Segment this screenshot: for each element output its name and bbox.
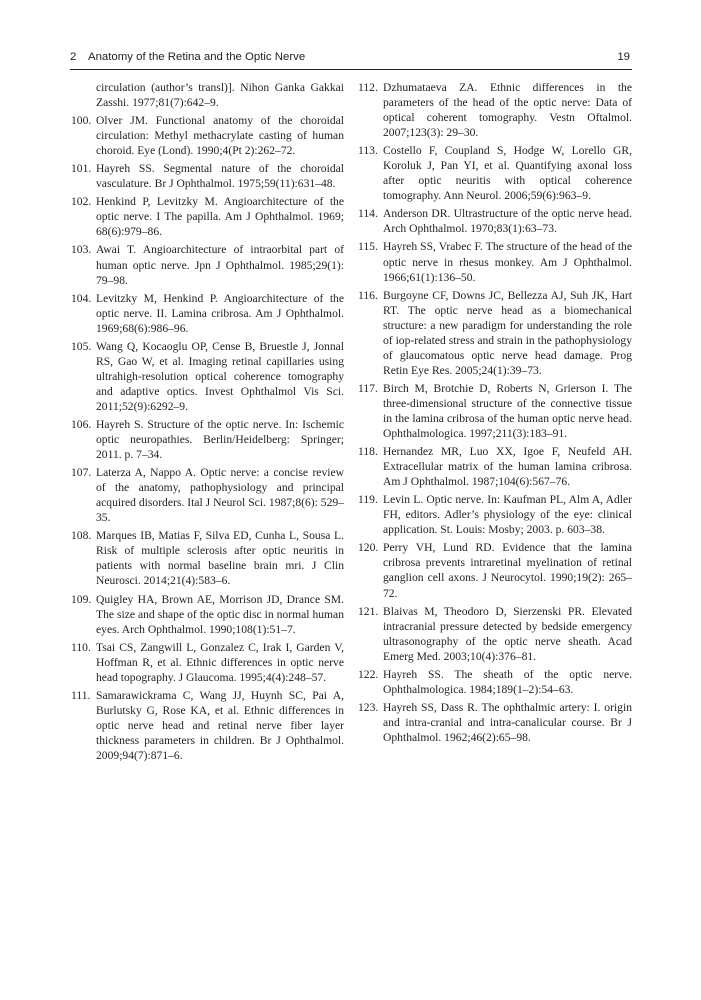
reference-number: 117. (358, 381, 378, 395)
reference-entry (71, 242, 344, 287)
reference-number: 100. (71, 114, 92, 128)
reference-text: Quigley HA, Brown AE, Morrison JD, Drance SM. The size and shape of the optic disc in normal human eyes. Arch Ophthalmol. 1990;108(1):51–7. (96, 592, 344, 636)
reference-entry (358, 700, 632, 745)
reference-entry (71, 528, 344, 588)
reference-number: 122. (358, 667, 379, 681)
reference-text: Tsai CS, Zangwill L, Gonzalez C, Irak I, Garden V, Hoffman R, et al. Ethnic differences in optic nerve head topography. J Glaucoma. 1995;4(4):248–57. (96, 640, 344, 684)
reference-entry (358, 381, 632, 441)
reference-entry (358, 604, 632, 664)
reference-number: 107. (71, 466, 92, 480)
reference-entry (71, 161, 344, 191)
reference-text: circulation (author’s transl)]. Nihon Ganka Gakkai Zasshi. 1977;81(7):642–9. (96, 81, 344, 110)
reference-number: 119. (358, 493, 378, 507)
reference-text: Birch M, Brotchie D, Roberts N, Grierson I. The three-dimensional structure of the connective tissue in the lamina cribrosa of the human optic nerve head. Ophthalmologica. 1997;211(3):183–91. (383, 381, 632, 441)
reference-text: Blaivas M, Theodoro D, Sierzenski PR. Elevated intracranial pressure detected by bedside emergency ultrasonography of the optic nerve sheath. Acad Emerg Med. 2003;10(4):376–81. (383, 604, 632, 663)
reference-text: Hayreh SS. Segmental nature of the choroidal vasculature. Br J Ophthalmol. 1975;59(11):631–48. (96, 162, 344, 191)
reference-number: 112. (358, 81, 378, 94)
reference-text: Costello F, Coupland S, Hodge W, Lorello GR, Koroluk J, Pan YI, et al. Quantifying axonal loss after optic neuritis with optical coherence tomography. Ann Neurol. 2006;59(6):963–9. (383, 144, 632, 203)
reference-text: Hayreh S. Structure of the optic nerve. In: Ischemic optic neuropathies. Berlin/Heidelberg: Springer; 2011. p. 7–34. (96, 417, 344, 462)
reference-text: Levitzky M, Henkind P. Angioarchitecture of the optic nerve. II. Lamina cribrosa. Am J Ophthalmol. 1969;68(6):986–96. (96, 291, 344, 335)
reference-text: Olver JM. Functional anatomy of the choroidal circulation: Methyl methacrylate casting of human choroid. Eye (Lond). 1990;4(Pt 2):262–72. (96, 114, 344, 158)
reference-entry (71, 640, 344, 685)
reference-text: Hayreh SS. The sheath of the optic nerve. Ophthalmologica. 1984;189(1–2):54–63. (383, 667, 632, 696)
reference-entry (358, 492, 632, 537)
reference-entry (71, 688, 344, 763)
reference-text: Anderson DR. Ultrastructure of the optic nerve head. Arch Ophthalmol. 1970;83(1):63–73. (383, 207, 632, 236)
reference-entry (71, 113, 344, 158)
reference-text: Marques IB, Matias F, Silva ED, Cunha L, Sousa L. Risk of multiple sclerosis after optic neuritis in patients with normal baseline brain mri. J Clin Neurosci. 2014;21(4):583–6. (96, 529, 344, 588)
reference-text: Samarawickrama C, Wang JJ, Huynh SC, Pai A, Burlutsky G, Rose KA, et al. Ethnic differences in optic nerve head and retinal nerve fiber layer thickness parameters in children. Br J Ophthalmol. 2009;94(7):871–6. (96, 688, 344, 762)
reference-number: 101. (71, 162, 92, 176)
reference-text: Perry VH, Lund RD. Evidence that the lamina cribrosa prevents intraretinal myelination of retinal ganglion cell axons. J Neurocytol. 1990;19(2): 265–72. (383, 541, 632, 600)
reference-number: 116. (358, 288, 378, 302)
reference-column-right (358, 80, 632, 745)
reference-number: 121. (358, 604, 379, 618)
header-rule (70, 69, 632, 70)
page-number: 19 (617, 51, 630, 63)
reference-text: Wang Q, Kocaoglu OP, Cense B, Bruestle J, Jonnal RS, Gao W, et al. Imaging retinal capillaries using ultrahigh-resolution optical coherence tomography and adaptive optics. Invest Ophthalmol Vis Sci. 2011;52(9):6292–9. (96, 339, 344, 413)
reference-number: 105. (71, 339, 92, 353)
reference-entry (358, 288, 632, 378)
reference-entry (358, 540, 632, 600)
reference-number: 120. (358, 541, 379, 555)
reference-column-left (71, 80, 344, 763)
reference-text: Dzhumataeva ZA. Ethnic differences in the parameters of the head of the optic nerve: Data of optical coherent tomography. Vestn Oftalmol. 2007;123(3): 29–30. (383, 81, 632, 140)
chapter-number: 2 (70, 51, 77, 63)
reference-text: Hayreh SS, Vrabec F. The structure of the head of the optic nerve in rhesus monkey. Am J Ophthalmol. 1966;61(1):136–50. (383, 240, 632, 284)
reference-number: 123. (358, 700, 379, 714)
reference-text: Henkind P, Levitzky M. Angioarchitecture of the optic nerve. I The papilla. Am J Ophthalmol. 1969; 68(6):979–86. (96, 195, 344, 239)
reference-number: 118. (358, 445, 378, 459)
reference-number: 104. (71, 291, 92, 305)
reference-entry (71, 465, 344, 525)
reference-number: 114. (358, 207, 378, 221)
reference-number: 111. (71, 688, 91, 702)
reference-entry (358, 143, 632, 203)
reference-text: Awai T. Angioarchitecture of intraorbital part of human optic nerve. Jpn J Ophthalmol. 1985;29(1): 79–98. (96, 243, 344, 287)
reference-text: Hernandez MR, Luo XX, Igoe F, Neufeld AH. Extracellular matrix of the human lamina cribrosa. Am J Ophthalmol. 1987;104(6):567–76. (383, 445, 632, 489)
reference-number: 108. (71, 529, 92, 543)
reference-number: 113. (358, 144, 378, 158)
reference-number: 106. (71, 417, 92, 431)
reference-number: 102. (71, 195, 92, 209)
reference-entry (358, 444, 632, 489)
reference-number: 110. (71, 640, 91, 654)
reference-entry (71, 339, 344, 414)
running-head (70, 48, 632, 66)
reference-number: 103. (71, 243, 92, 257)
reference-entry (71, 592, 344, 637)
reference-entry (71, 417, 344, 462)
reference-entry (71, 291, 344, 336)
reference-entry (358, 206, 632, 236)
reference-text: Hayreh SS, Dass R. The ophthalmic artery: I. origin and intra-cranial and intra-canalicular course. Br J Ophthalmol. 1962;46(2):65–98. (383, 700, 632, 744)
reference-number: 109. (71, 592, 92, 606)
chapter-title: Anatomy of the Retina and the Optic Nerve (88, 51, 306, 63)
reference-entry (358, 239, 632, 284)
reference-entry (358, 667, 632, 697)
reference-text: Burgoyne CF, Downs JC, Bellezza AJ, Suh JK, Hart RT. The optic nerve head as a biomechanical structure: a new paradigm for understanding the role of iop-related stress and strain in the pathophysiology of glaucomatous optic nerve head damage. Prog Retin Eye Res. 2005;24(1):39–73. (383, 288, 632, 377)
reference-entry (358, 80, 632, 140)
reference-number: 115. (358, 240, 378, 254)
reference-text: Laterza A, Nappo A. Optic nerve: a concise review of the anatomy, pathophysiology and principal acquired disorders. Ital J Neurol Sci. 1987;8(6): 529–35. (96, 466, 344, 525)
reference-text: Levin L. Optic nerve. In: Kaufman PL, Alm A, Adler FH, editors. Adler’s physiology of the eye: clinical application. St. Louis: Mosby; 2003. p. 603–38. (383, 493, 632, 537)
reference-entry (71, 194, 344, 239)
reference-entry (71, 80, 344, 110)
